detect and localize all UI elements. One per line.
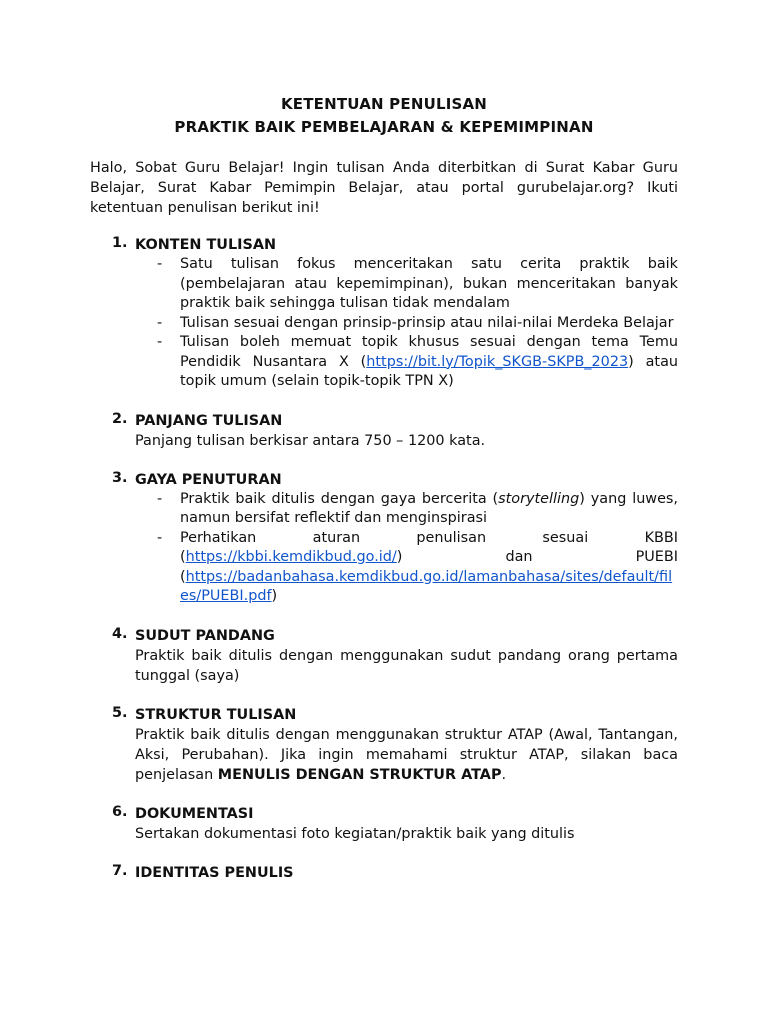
- section-text: [135, 725, 678, 785]
- word: sesuai: [542, 529, 589, 546]
- list-item: [90, 490, 678, 529]
- bullet-text: [135, 490, 678, 529]
- word: aturan: [312, 529, 361, 546]
- puebi-link[interactable]: https://badanbahasa.kemdikbud.go.id/lamanbahasa/sites/default/files/PUEBI.pdf: [180, 568, 673, 604]
- section-gaya-penuturan: [90, 470, 678, 607]
- list-item: [90, 255, 678, 314]
- bullet-text: [135, 529, 678, 607]
- word: Perhatikan: [180, 529, 257, 546]
- section-title: KONTEN TULISAN: [135, 237, 277, 253]
- bullet-text: Satu tulisan fokus menceritakan satu cerita praktik baik (pembelajaran atau kepemimpinan), bukan menceritakan banyak praktik baik sehingga tulisan tidak mendalam: [180, 256, 678, 311]
- puebi-link-line: [180, 568, 678, 607]
- bullet-text-part: ) yang luwes, namun bersifat reflektif dan menginspirasi: [180, 490, 679, 526]
- bullet-text-part: ) atau topik umum (selain topik-topik TPN X): [180, 353, 679, 389]
- paren: (: [180, 568, 186, 585]
- paren: (: [180, 549, 186, 565]
- list-item: [90, 314, 678, 334]
- paren: ): [396, 549, 403, 565]
- section-title: IDENTITAS PENULIS: [135, 864, 294, 881]
- section-text-part: Praktik baik ditulis dengan menggunakan struktur ATAP (Awal, Tantangan, Aksi, Perubahan). Jika ingin memahami struktur ATAP, silakan baca penjelasan: [135, 726, 678, 783]
- section-text-part: .: [501, 766, 507, 783]
- section-title: SUDUT PANDANG: [135, 627, 275, 644]
- bullet-dash: -: [157, 490, 163, 507]
- list-item: [90, 529, 678, 607]
- bullet-dash: -: [157, 314, 163, 331]
- word: PUEBI: [635, 549, 678, 565]
- section-number: 1.: [112, 235, 128, 251]
- section-title: STRUKTUR TULISAN: [135, 706, 297, 723]
- word: dan: [505, 549, 533, 565]
- kbbi-line: [180, 529, 678, 549]
- paren: ): [271, 588, 278, 604]
- section-identitas-penulis: [90, 863, 678, 883]
- bullet-dash: -: [157, 334, 163, 350]
- section-number: 5.: [112, 704, 128, 721]
- word: penulisan: [416, 529, 487, 546]
- document-page: [90, 93, 678, 883]
- bullet-text-part: Tulisan boleh memuat topik khusus sesuai dengan tema Temu Pendidik Nusantara X (: [180, 334, 678, 370]
- kbbi-link-wrap: [180, 548, 402, 568]
- section-panjang-tulisan: [90, 411, 678, 451]
- storytelling-term: storytelling: [498, 490, 580, 507]
- section-number: 4.: [112, 625, 128, 642]
- atap-reference: MENULIS DENGAN STRUKTUR ATAP: [217, 766, 502, 783]
- section-title: PANJANG TULISAN: [135, 412, 283, 429]
- section-text: Sertakan dokumentasi foto kegiatan/praktik baik yang ditulis: [135, 825, 575, 842]
- title-line-1: KETENTUAN PENULISAN: [280, 95, 488, 113]
- bullet-dash: -: [157, 529, 163, 546]
- kbbi-link-line: [180, 548, 678, 568]
- section-number: 2.: [112, 410, 128, 427]
- list-item: [90, 333, 678, 392]
- bullet-dash: -: [157, 256, 163, 272]
- section-number: 7.: [112, 862, 128, 879]
- title-line-2: PRAKTIK BAIK PEMBELAJARAN & KEPEMIMPINAN: [174, 118, 594, 136]
- section-number: 6.: [112, 803, 128, 820]
- section-dokumentasi: [90, 804, 678, 844]
- word: KBBI: [644, 529, 678, 546]
- section-number: 3.: [112, 469, 128, 486]
- document-title: [90, 93, 678, 139]
- section-text: Panjang tulisan berkisar antara 750 – 1200 kata.: [135, 432, 486, 449]
- bullet-text: Tulisan sesuai dengan prinsip-prinsip atau nilai-nilai Merdeka Belajar: [180, 314, 674, 331]
- bullet-text-part: Praktik baik ditulis dengan gaya bercerita (: [180, 490, 499, 507]
- topik-link[interactable]: https://bit.ly/Topik_SKGB-SKPB_2023: [366, 353, 629, 370]
- bullet-list: [90, 490, 678, 607]
- section-struktur-tulisan: [90, 705, 678, 785]
- section-konten-tulisan: [90, 235, 678, 392]
- bullet-list: [90, 255, 678, 392]
- section-text: Praktik baik ditulis dengan menggunakan sudut pandang orang pertama tunggal (saya): [135, 647, 678, 684]
- section-title: DOKUMENTASI: [135, 805, 254, 822]
- intro-paragraph: Halo, Sobat Guru Belajar! Ingin tulisan Anda diterbitkan di Surat Kabar Guru Belajar, Surat Kabar Pemimpin Belajar, atau portal gurubelajar.org? Ikuti ketentuan penulisan berikut ini!: [90, 160, 678, 216]
- kbbi-link[interactable]: https://kbbi.kemdikbud.go.id/: [185, 549, 397, 565]
- bullet-text: [135, 333, 678, 392]
- section-title: GAYA PENUTURAN: [135, 471, 282, 488]
- section-sudut-pandang: [90, 626, 678, 686]
